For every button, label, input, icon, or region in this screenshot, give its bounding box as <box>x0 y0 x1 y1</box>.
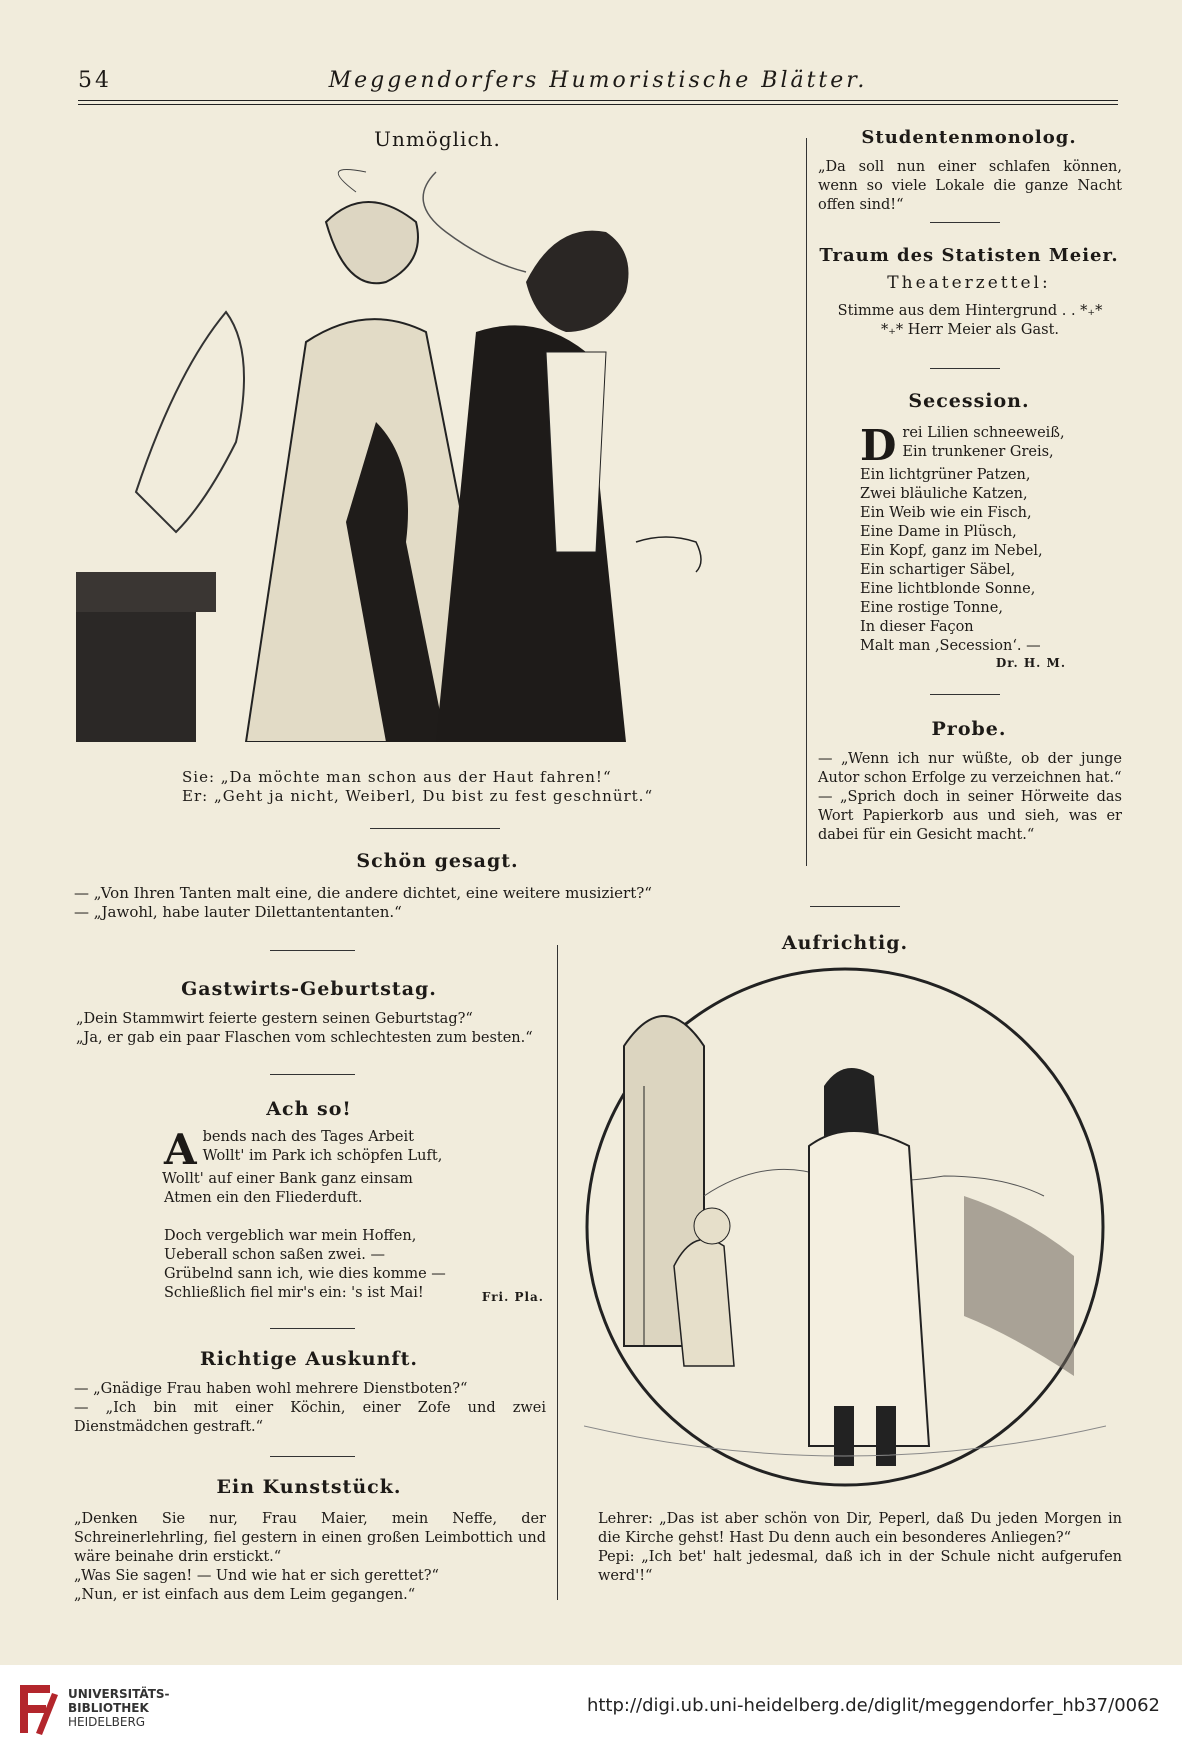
kunststueck-line-1: „Denken Sie nur, Frau Maier, mein Neffe, der Schreinerlehrling, fiel gestern in einen großen Leimbottich und wäre beinahe drin erstickt.“ <box>74 1511 546 1565</box>
studenten-text: „Da soll nun einer schlafen können, wenn so viele Lokale die ganze Nacht offen sind!“ <box>818 159 1122 213</box>
secession-signature: Dr. H. M. <box>995 656 1066 670</box>
illustration-unmoeglich <box>76 162 790 742</box>
unmoeglich-caption <box>182 768 742 806</box>
secession-verse: Eine lichtblonde Sonne, <box>860 581 1036 597</box>
column-divider-bottom <box>557 945 558 1600</box>
separator <box>930 222 1000 223</box>
university-library-logo-icon <box>14 1679 60 1739</box>
separator <box>930 694 1000 695</box>
unmoeglich-line-sie: Sie: „Da möchte man schon aus der Haut fahren!“ <box>182 768 612 786</box>
secession-verse: rei Lilien schneeweiß, <box>902 425 1065 441</box>
auskunft-line-2: — „Ich bin mit einer Köchin, einer Zofe und zwei Dienstmädchen gestraft.“ <box>74 1400 546 1435</box>
traum-text <box>818 302 1122 340</box>
separator <box>930 368 1000 369</box>
separator-ornament <box>370 828 500 829</box>
running-header <box>78 68 1118 98</box>
footer-bar <box>0 1665 1182 1752</box>
ach-verse: Wollt' auf einer Bank ganz einsam <box>162 1171 413 1187</box>
aufrichtig-caption <box>598 1510 1122 1586</box>
secession-verse: Eine rostige Tonne, <box>860 600 1003 616</box>
header-rule <box>78 100 1118 105</box>
secession-verse: Zwei bläuliche Katzen, <box>860 486 1028 502</box>
separator <box>270 1456 355 1457</box>
page-number: 54 <box>78 68 112 93</box>
kunststueck-title: Ein Kunststück. <box>216 1476 402 1498</box>
ach-verse: Grübelnd sann ich, wie dies komme — <box>164 1266 446 1282</box>
ach-title: Ach so! <box>266 1098 352 1120</box>
kunststueck-line-2: „Was Sie sagen! — Und wie hat er sich gerettet?“ <box>74 1568 439 1584</box>
schoen-line-2: — „Jawohl, habe lauter Dilettantentanten.“ <box>74 903 402 921</box>
aufrichtig-line-lehrer: Lehrer: „Das ist aber schön von Dir, Peperl, daß Du jeden Morgen in die Kirche gehst! Hast Du denn auch ein besonderes Anliegen?“ <box>598 1511 1122 1546</box>
separator <box>270 1328 355 1329</box>
gastwirt-line-2: „Ja, er gab ein paar Flaschen vom schlechtesten zum besten.“ <box>76 1030 533 1046</box>
secession-verse: In dieser Façon <box>860 619 974 635</box>
auskunft-title: Richtige Auskunft. <box>200 1348 418 1370</box>
separator <box>270 1074 355 1075</box>
probe-line-2: — „Sprich doch in seiner Hörweite das Wort Papierkorb aus und sieh, was er dabei für ein Gesicht macht.“ <box>818 789 1122 843</box>
ach-verse: Wollt' im Park ich schöpfen Luft, <box>202 1148 443 1164</box>
probe-line-1: — „Wenn ich nur wüßte, ob der junge Autor schon Erfolge zu verzeichnen hat.“ <box>818 751 1122 786</box>
schoen-title: Schön gesagt. <box>356 850 519 872</box>
studenten-title: Studentenmonolog. <box>861 127 1077 148</box>
institution-line: UNIVERSITÄTS- <box>68 1687 170 1701</box>
separator <box>270 950 355 951</box>
probe-title: Probe. <box>931 718 1007 740</box>
secession-verse: Eine Dame in Plüsch, <box>860 524 1017 540</box>
traum-line-1: Stimme aus dem Hintergrund . . *₊* <box>837 303 1103 319</box>
illustration-aufrichtig <box>584 966 1106 1488</box>
secession-title: Secession. <box>908 390 1030 412</box>
traum-subtitle: Theaterzettel: <box>887 273 1051 293</box>
column-divider-top <box>806 138 807 866</box>
gastwirt-title: Gastwirts-Geburtstag. <box>181 978 437 1000</box>
schoen-line-1: — „Von Ihren Tanten malt eine, die andere dichtet, eine weitere musiziert?“ <box>74 884 652 902</box>
gastwirt-line-1: „Dein Stammwirt feierte gestern seinen Geburtstag?“ <box>76 1011 473 1027</box>
ach-verse: bends nach des Tages Arbeit <box>202 1129 414 1145</box>
unmoeglich-title: Unmöglich. <box>374 127 501 151</box>
gastwirt-text <box>76 1010 546 1048</box>
secession-verse: Ein schartiger Säbel, <box>860 562 1016 578</box>
kunststueck-text <box>74 1510 546 1605</box>
schoen-text <box>74 884 804 922</box>
ach-verse: Atmen ein den Fliederduft. <box>164 1190 363 1206</box>
unmoeglich-line-er: Er: „Geht ja nicht, Weiberl, Du bist zu fest geschnürt.“ <box>182 787 654 805</box>
ach-verse: Ueberall schon saßen zwei. — <box>164 1247 385 1263</box>
probe-text <box>818 750 1122 845</box>
journal-title: Meggendorfers Humoristische Blätter. <box>328 68 868 93</box>
aufrichtig-line-pepi: Pepi: „Ich bet' halt jedesmal, daß ich in der Schule nicht aufgerufen werd'!“ <box>598 1549 1122 1584</box>
secession-verse: Ein Weib wie ein Fisch, <box>860 505 1032 521</box>
secession-dropcap: D <box>860 421 897 470</box>
separator <box>810 906 900 907</box>
institution-line: BIBLIOTHEK <box>68 1701 149 1715</box>
aufrichtig-title: Aufrichtig. <box>781 932 909 954</box>
kunststueck-line-3: „Nun, er ist einfach aus dem Leim gegangen.“ <box>74 1587 416 1603</box>
ach-signature: Fri. Pla. <box>481 1290 544 1304</box>
ach-verse: Doch vergeblich war mein Hoffen, <box>164 1228 417 1244</box>
ach-poem <box>162 1125 544 1303</box>
auskunft-text <box>74 1380 546 1437</box>
institution-name <box>68 1687 170 1729</box>
source-url-link[interactable]: http://digi.ub.uni-heidelberg.de/diglit/meggendorfer_hb37/0062 <box>586 1695 1160 1716</box>
traum-title: Traum des Statisten Meier. <box>819 245 1119 266</box>
auskunft-line-1: — „Gnädige Frau haben wohl mehrere Dienstboten?“ <box>74 1381 468 1397</box>
secession-verse: Ein Kopf, ganz im Nebel, <box>860 543 1043 559</box>
ach-verse: Schließlich fiel mir's ein: 's ist Mai! <box>164 1285 424 1301</box>
secession-poem <box>860 421 1120 656</box>
secession-verse: Malt man ‚Secession‘. — <box>860 638 1041 654</box>
stanza-gap <box>164 1208 544 1227</box>
ach-dropcap: A <box>164 1125 197 1174</box>
secession-verse: Ein lichtgrüner Patzen, <box>860 467 1031 483</box>
traum-line-2: *₊* Herr Meier als Gast. <box>880 322 1060 338</box>
institution-line: HEIDELBERG <box>68 1715 146 1729</box>
secession-verse: Ein trunkener Greis, <box>902 444 1054 460</box>
